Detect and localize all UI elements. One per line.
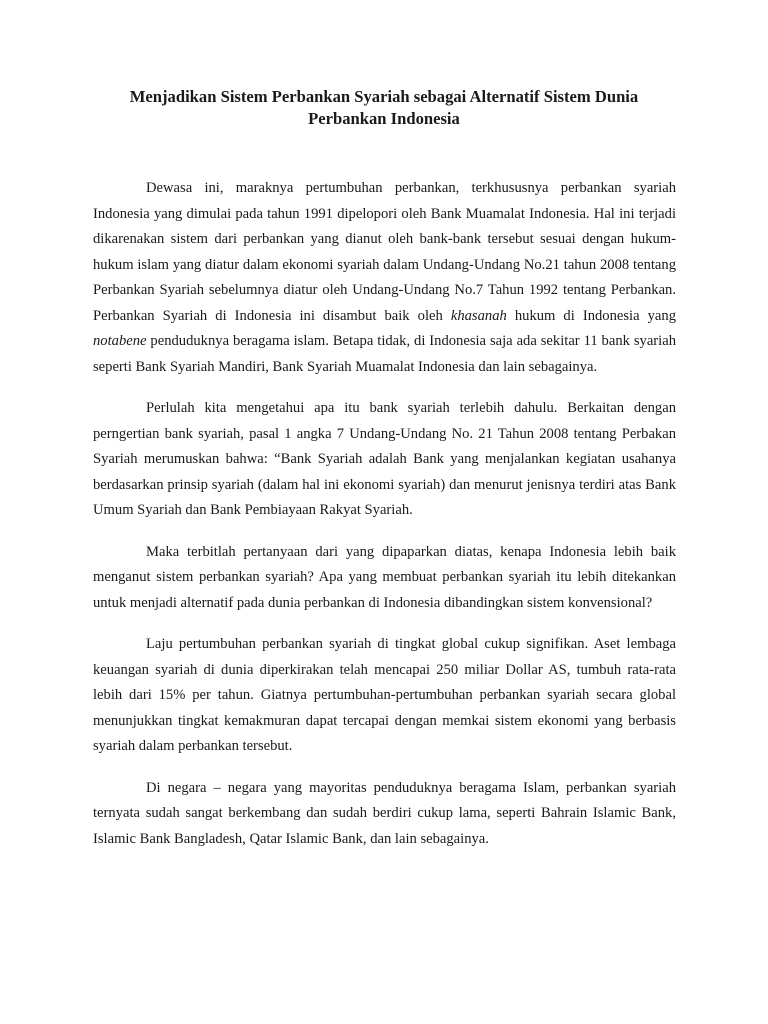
title-line-2: Perbankan Indonesia — [308, 109, 460, 128]
paragraph-2: Perlulah kita mengetahui apa itu bank syariah terlebih dahulu. Berkaitan dengan perngertian bank syariah, pasal 1 angka 7 Undang-Undang No. 21 Tahun 2008 tentang Perbakan Syariah merumuskan bahwa: “Bank Syariah adalah Bank yang menjalankan kegiatan usahanya berdasarkan prinsip syariah (dalam hal ini ekonomi syariah) dan menurut jenisnya terdiri atas Bank Umum Syariah dan Bank Pembiayaan Rakyat Syariah. — [93, 400, 676, 518]
paragraph-1-text-a: Dewasa ini, maraknya pertumbuhan perbankan, terkhususnya perbankan syariah Indonesia yang dimulai pada tahun 1991 dipelopori oleh Bank Muamalat Indonesia. Hal ini terjadi dikarenakan sistem dari perbankan yang dianut oleh bank-bank tersebut sesuai dengan hukum-hukum islam yang diatur dalam ekonomi syariah dalam Undang-Undang No.21 tahun 2008 tentang Perbankan Syariah sebelumnya diatur oleh Undang-Undang No.7 Tahun 1992 tentang Perbankan. Perbankan Syariah di Indonesia ini disambut baik oleh — [93, 180, 676, 324]
paragraph-1-text-c: penduduknya beragama islam. Betapa tidak, di Indonesia saja ada sekitar 11 bank syariah seperti Bank Syariah Mandiri, Bank Syariah Muamalat Indonesia dan lain sebagainya. — [93, 333, 676, 375]
paragraph-1 — [93, 176, 676, 380]
paragraph-3: Maka terbitlah pertanyaan dari yang dipaparkan diatas, kenapa Indonesia lebih baik menganut sistem perbankan syariah? Apa yang membuat perbankan syariah itu lebih ditekankan untuk menjadi alternatif pada dunia perbankan di Indonesia dibandingkan sistem konvensional? — [93, 543, 676, 611]
paragraph-5: Di negara – negara yang mayoritas penduduknya beragama Islam, perbankan syariah ternyata sudah sangat berkembang dan sudah berdiri cukup lama, seperti Bahrain Islamic Bank, Islamic Bank Bangladesh, Qatar Islamic Bank, dan lain sebagainya. — [93, 779, 676, 847]
paragraph-1-italic-khasanah: khasanah — [450, 307, 507, 324]
document-title — [92, 86, 676, 130]
paragraph-1-italic-notabene: notabene — [93, 333, 147, 349]
document-body — [93, 176, 676, 868]
paragraph-1-text-b: hukum di Indonesia yang — [506, 307, 676, 324]
title-line-1: Menjadikan Sistem Perbankan Syariah sebagai Alternatif Sistem Dunia — [129, 87, 639, 106]
paragraph-4: Laju pertumbuhan perbankan syariah di tingkat global cukup signifikan. Aset lembaga keuangan syariah di dunia diperkirakan telah mencapai 250 miliar Dollar AS, tumbuh rata-rata lebih dari 15% per tahun. Giatnya pertumbuhan-pertumbuhan perbankan syariah secara global menunjukkan tingkat kemakmuran dapat tercapai dengan memkai sistem ekonomi yang berbasis syariah dalam perbankan tersebut. — [93, 636, 676, 754]
